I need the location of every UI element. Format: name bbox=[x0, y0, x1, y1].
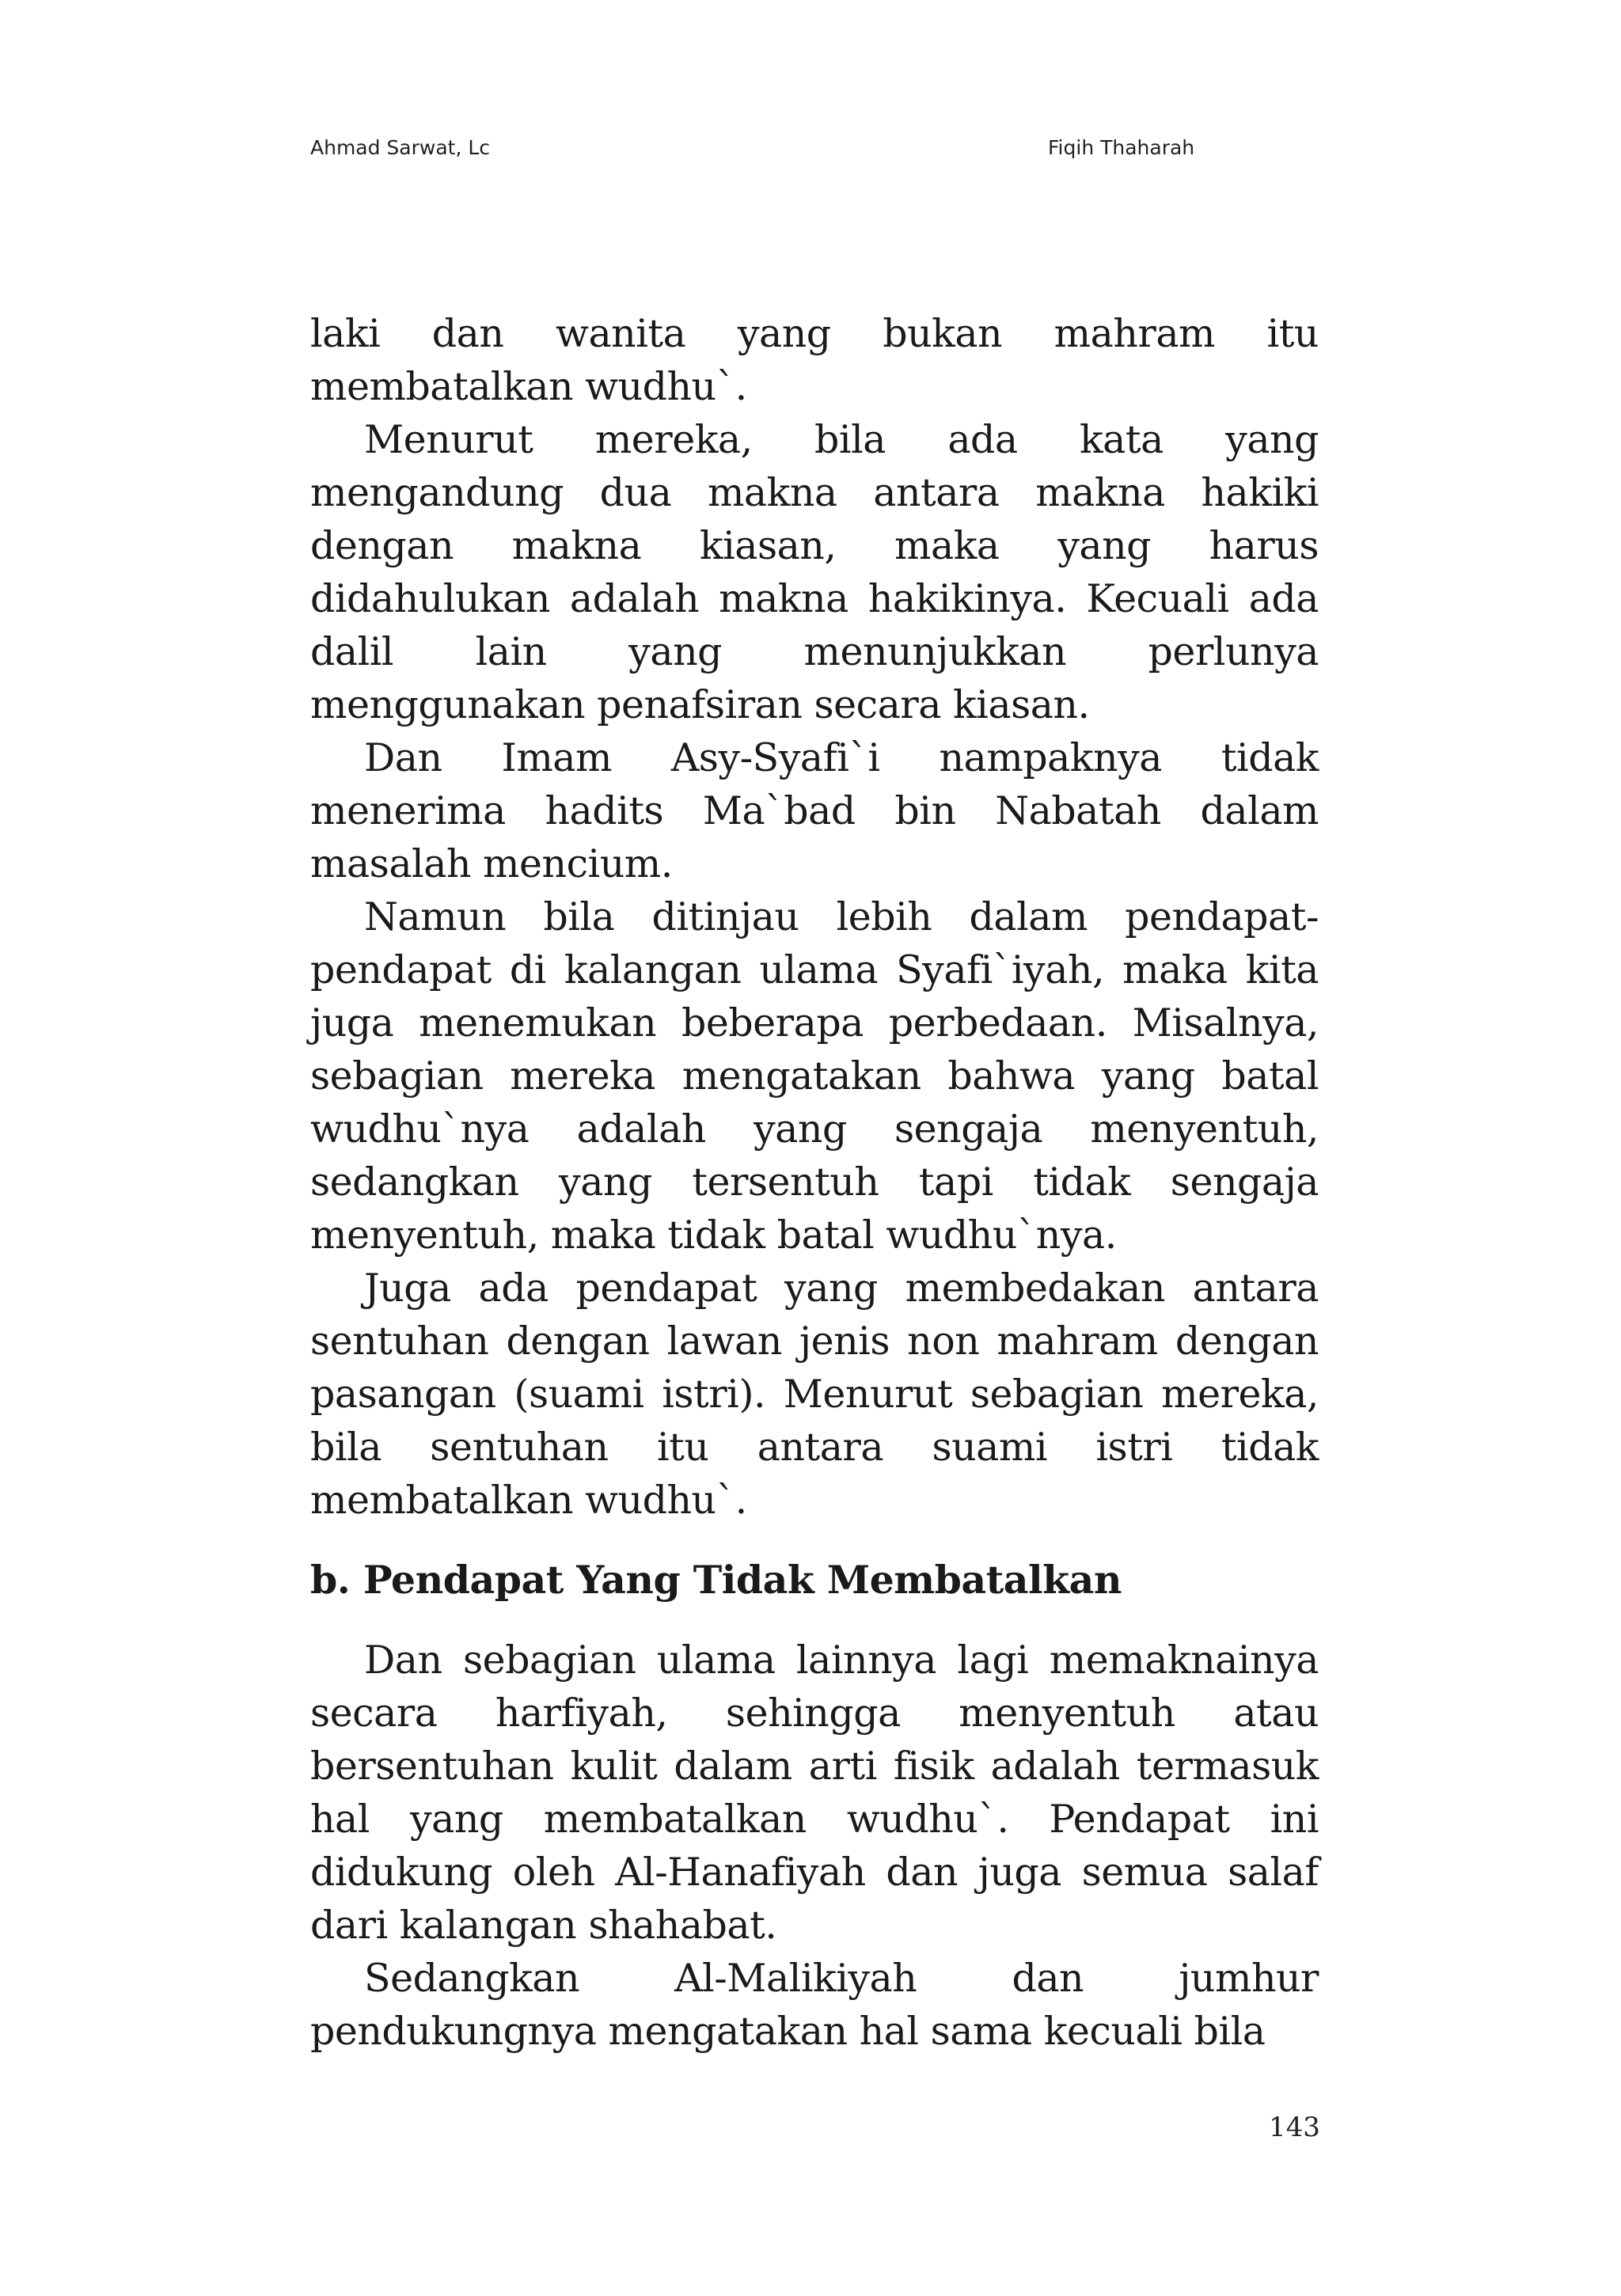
body-paragraph: Sedangkan Al-Malikiyah dan jumhur pendukungnya mengatakan hal sama kecuali bila bbox=[310, 1956, 1319, 2054]
body-paragraph: Namun bila ditinjau lebih dalam pendapat-pendapat di kalangan ulama Syafi`iyah, maka kita juga menemukan beberapa perbedaan. Misalnya, sebagian mereka mengatakan bahwa yang batal wudhu`nya adalah yang sengaja menyentuh, sedangkan yang tersentuh tapi tidak sengaja menyentuh, maka tidak batal wudhu`nya. bbox=[310, 894, 1319, 1258]
section-heading: b. Pendapat Yang Tidak Membatalkan bbox=[310, 1557, 1122, 1603]
body-paragraph: Dan Imam Asy-Syafi`i nampaknya tidak menerima hadits Ma`bad bin Nabatah dalam masalah mencium. bbox=[310, 735, 1319, 886]
body-paragraph: Menurut mereka, bila ada kata yang mengandung dua makna antara makna hakiki dengan makna kiasan, maka yang harus didahulukan adalah makna hakikinya. Kecuali ada dalil lain yang menunjukkan perlunya menggunakan penafsiran secara kiasan. bbox=[310, 417, 1319, 727]
body-paragraph: Juga ada pendapat yang membedakan antara sentuhan dengan lawan jenis non mahram dengan pasangan (suami istri). Menurut sebagian mereka, bila sentuhan itu antara suami istri tidak membatalkan wudhu`. bbox=[310, 1266, 1319, 1523]
header-book-title: Fiqih Thaharah bbox=[1048, 136, 1195, 159]
body-paragraph: Dan sebagian ulama lainnya lagi memaknainya secara harfiyah, sehingga menyentuh atau bersentuhan kulit dalam arti fisik adalah termasuk hal yang membatalkan wudhu`. Pendapat ini didukung oleh Al-Hanafiyah dan juga semua salaf dari kalangan shahabat. bbox=[310, 1638, 1319, 1948]
header-author: Ahmad Sarwat, Lc bbox=[310, 136, 491, 159]
body-paragraph: laki dan wanita yang bukan mahram itu membatalkan wudhu`. bbox=[310, 311, 1319, 409]
page-number: 143 bbox=[1269, 2112, 1320, 2143]
page-body bbox=[310, 307, 1319, 2058]
